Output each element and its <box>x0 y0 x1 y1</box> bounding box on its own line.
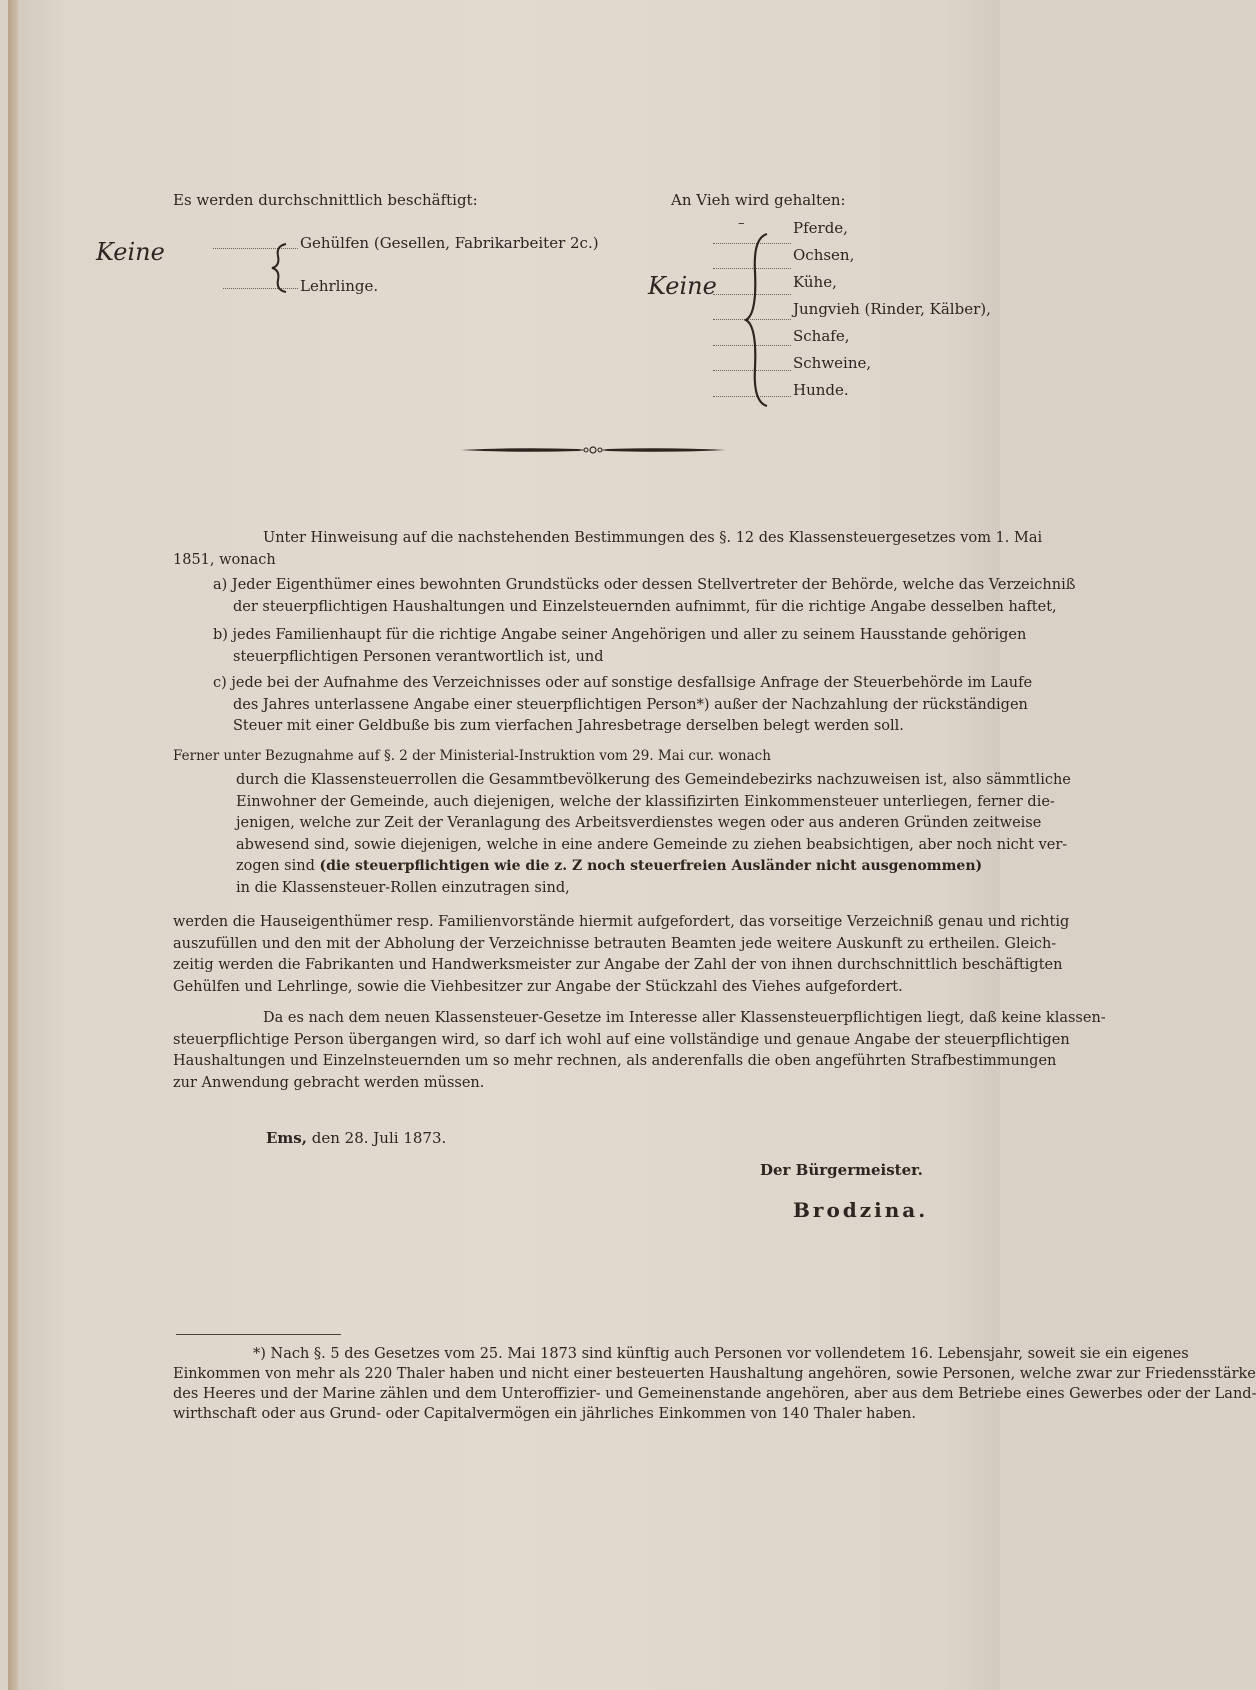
item-b-line-2: steuerpflichtigen Personen verantwortlich ist, und <box>233 648 604 665</box>
closing-line-1: Da es nach dem neuen Klassensteuer-Gesetze im Interesse aller Klassensteuerpflichtigen liegt, daß keine klassen- <box>263 1010 1106 1026</box>
intro-line-2: 1851, wonach <box>173 551 276 568</box>
employed-item-helpers: Gehülfen (Gesellen, Fabrikarbeiter 2c.) <box>300 234 599 252</box>
ferner-pre-text: zogen sind <box>236 858 315 874</box>
ferner-bold-note: (die steuerpflichtigen wie die z. Z noch steuerfreien Ausländer nicht ausgenommen) <box>319 858 983 874</box>
ornamental-divider <box>458 440 728 460</box>
signature-role: Der Bürgermeister. <box>760 1161 923 1179</box>
item-c-line-1: c) jede bei der Aufnahme des Verzeichnisses oder auf sonstige desfallsige Anfrage der Steuerbehörde im Laufe <box>213 675 1033 691</box>
livestock-item-pigs: Schweine, <box>793 354 872 372</box>
closing-line-3: Haushaltungen und Einzelnsteuernden um so mehr rechnen, als anderenfalls die oben angeführten Strafbestimmungen <box>173 1053 1057 1069</box>
item-a <box>213 575 1076 618</box>
employed-item-apprentices: Lehrlinge. <box>300 277 379 295</box>
livestock-item-horses: Pferde, <box>793 219 848 237</box>
employed-title: Es werden durchschnittlich beschäftigt: <box>173 191 478 209</box>
request-line-4: Gehülfen und Lehrlinge, sowie die Viehbesitzer zur Angabe der Stückzahl des Viehes aufgefordert. <box>173 978 903 995</box>
ferner-detail-line-2: Einwohner der Gemeinde, auch diejenigen, welche der klassifizirten Einkommensteuer unterliegen, ferner die- <box>236 793 1055 810</box>
livestock-handwritten-entry: Keine <box>648 272 717 300</box>
ferner-detail-line-5 <box>236 856 1001 878</box>
livestock-mark: – <box>738 216 745 231</box>
item-c <box>213 673 1033 738</box>
employed-handwritten-entry: Keine <box>96 238 165 266</box>
item-a-line-1: a) Jeder Eigenthümer eines bewohnten Grundstücks oder dessen Stellvertreter der Behörde, welche das Verzeichniß <box>213 577 1076 593</box>
request-line-2: auszufüllen und den mit der Abholung der Verzeichnisse betrauten Beamten jede weitere Auskunft zu ertheilen. Gleich- <box>173 935 1057 952</box>
ferner-detail <box>236 770 1071 899</box>
ferner-detail-line-1: durch die Klassensteuerrollen die Gesammtbevölkerung des Gemeindebezirks nachzuweisen ist, also sämmtliche <box>236 772 1071 788</box>
closing-line-4: zur Anwendung gebracht werden müssen. <box>173 1074 485 1091</box>
item-c-line-3: Steuer mit einer Geldbuße bis zum vierfachen Jahresbetrage derselben belegt werden soll. <box>233 718 904 734</box>
livestock-brace <box>743 232 773 408</box>
item-b-line-1: b) jedes Familienhaupt für die richtige Angabe seiner Angehörigen und aller zu seinem Hausstande gehörigen <box>213 627 1027 643</box>
livestock-item-sheep: Schafe, <box>793 327 850 345</box>
intro-paragraph <box>173 528 1043 571</box>
footnote <box>173 1344 1256 1424</box>
closing-line-2: steuerpflichtige Person übergangen wird, so darf ich wohl auf eine vollständige und genaue Angabe der steuerpflichtigen <box>173 1031 1070 1048</box>
footnote-rule <box>176 1334 341 1335</box>
footnote-line-4: wirthschaft oder aus Grund- oder Capitalvermögen ein jährliches Einkommen von 140 Thaler haben. <box>173 1406 916 1422</box>
livestock-item-oxen: Ochsen, <box>793 246 855 264</box>
page-binding-edge <box>8 0 18 1690</box>
request-paragraph <box>173 912 1070 998</box>
livestock-item-dogs: Hunde. <box>793 381 849 399</box>
livestock-item-young-cattle: Jungvieh (Rinder, Kälber), <box>793 300 991 318</box>
footnote-line-2: Einkommen von mehr als 220 Thaler haben und nicht einer besteuerten Haushaltung angehören, sowie Personen, welche zwar zur Friedensstärke <box>173 1366 1256 1382</box>
ferner-line: Ferner unter Bezugnahme auf §. 2 der Ministerial-Instruktion vom 29. Mai cur. wonach <box>173 748 771 764</box>
footnote-line-3: des Heeres und der Marine zählen und dem Unteroffizier- und Gemeinenstande angehören, aber aus dem Betriebe eines Gewerbes oder der Land- <box>173 1386 1256 1402</box>
item-c-line-2: des Jahres unterlassene Angabe einer steuerpflichtigen Person*) außer der Nachzahlung der rückständigen <box>233 696 1028 713</box>
ferner-detail-line-4: abwesend sind, sowie diejenigen, welche in eine andere Gemeinde zu ziehen beabsichtigen, aber noch nicht ver- <box>236 836 1068 853</box>
livestock-title: An Vieh wird gehalten: <box>671 191 846 209</box>
employed-brace <box>270 242 292 294</box>
place-date <box>266 1128 446 1148</box>
document-page <box>8 0 1256 1690</box>
livestock-item-cows: Kühe, <box>793 273 837 291</box>
request-line-1: werden die Hauseigenthümer resp. Familienvorstände hiermit aufgefordert, das vorseitige Verzeichniß genau und richtig <box>173 914 1070 930</box>
closing-paragraph <box>173 1008 1106 1094</box>
ferner-detail-line-3: jenigen, welche zur Zeit der Veranlagung des Arbeitsverdienstes wegen oder aus anderen Gründen zeitweise <box>236 815 1042 831</box>
ferner-detail-line-6: in die Klassensteuer-Rollen einzutragen sind, <box>236 879 570 896</box>
footnote-line-1: *) Nach §. 5 des Gesetzes vom 25. Mai 1873 sind künftig auch Personen vor vollendetem 16. Lebensjahr, soweit sie ein eigenes <box>253 1346 1189 1362</box>
item-b <box>213 625 1027 668</box>
date: den 28. Juli 1873. <box>311 1129 447 1147</box>
intro-line-1: Unter Hinweisung auf die nachstehenden Bestimmungen des §. 12 des Klassensteuergesetzes vom 1. Mai <box>263 530 1043 546</box>
item-a-line-2: der steuerpflichtigen Haushaltungen und Einzelsteuernden aufnimmt, für die richtige Angabe desselben haftet, <box>233 598 1057 615</box>
place: Ems, <box>266 1129 307 1147</box>
signature-name: Brodzina. <box>793 1198 929 1222</box>
request-line-3: zeitig werden die Fabrikanten und Handwerksmeister zur Angabe der Zahl der von ihnen durchschnittlich beschäftigten <box>173 957 1063 973</box>
